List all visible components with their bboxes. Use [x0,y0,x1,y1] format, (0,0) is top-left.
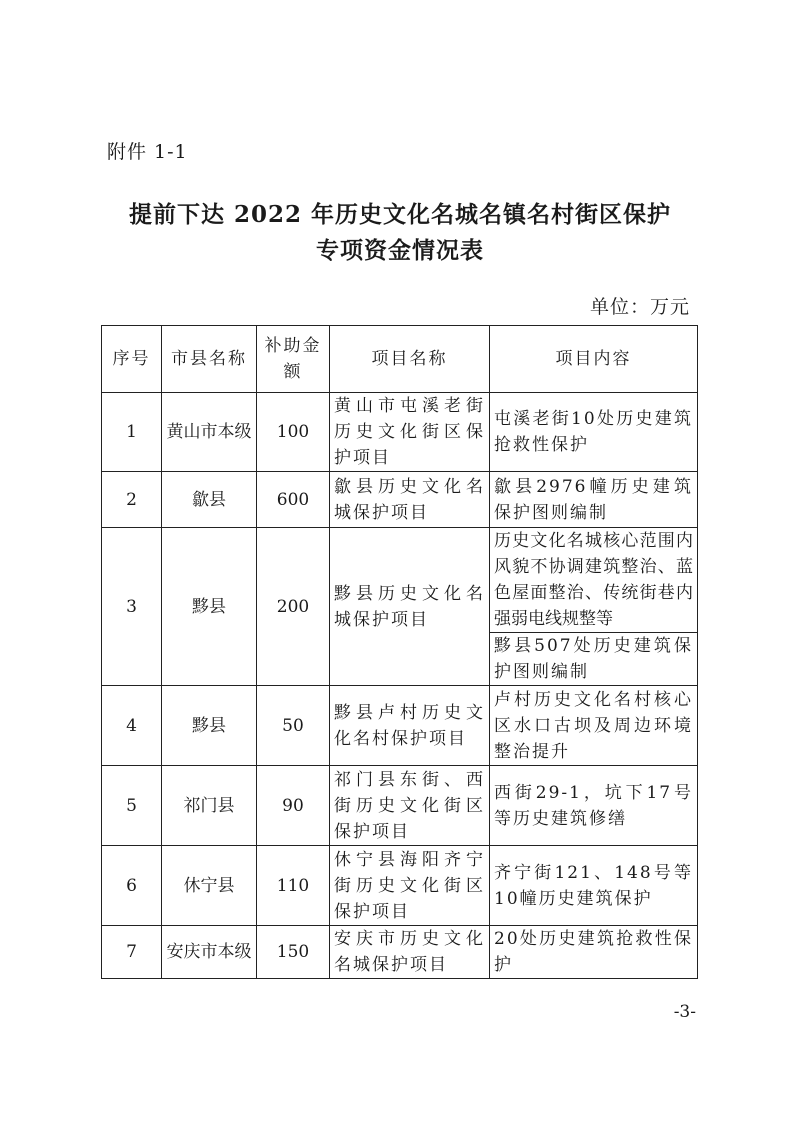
cell-seq: 2 [102,472,162,528]
cell-content: 卢村历史文化名村核心区水口古坝及周边环境整治提升 [490,686,698,766]
cell-seq: 3 [102,528,162,686]
cell-project: 黟县卢村历史文化名村保护项目 [330,686,490,766]
cell-county: 黟县 [162,686,257,766]
cell-amount: 150 [257,926,330,979]
cell-county: 黄山市本级 [162,393,257,472]
document-title-line2: 专项资金情况表 [316,237,484,264]
cell-project: 休宁县海阳齐宁街历史文化街区保护项目 [330,846,490,926]
header-project: 项目名称 [330,326,490,393]
funding-table [101,325,698,979]
cell-amount: 90 [257,766,330,846]
table-row [102,472,698,528]
table-row [102,766,698,846]
cell-project: 黟县历史文化名城保护项目 [330,528,490,686]
unit-label: 单位：万元 [589,296,690,318]
cell-amount: 600 [257,472,330,528]
cell-content: 歙县2976幢历史建筑保护图则编制 [490,472,698,528]
document-title-line1: 提前下达 2022 年历史文化名城名镇名村街区保护 [128,201,672,228]
cell-county: 安庆市本级 [162,926,257,979]
cell-content: 屯溪老街10处历史建筑抢救性保护 [490,393,698,472]
cell-project: 黄山市屯溪老街历史文化街区保护项目 [330,393,490,472]
cell-amount: 110 [257,846,330,926]
table-header-row [102,326,698,393]
cell-seq: 4 [102,686,162,766]
table-body [102,393,698,979]
cell-county: 休宁县 [162,846,257,926]
table-row [102,528,698,633]
cell-seq: 1 [102,393,162,472]
header-amount: 补助金额 [257,326,330,393]
cell-content: 西街29-1，坑下17号等历史建筑修缮 [490,766,698,846]
cell-amount: 200 [257,528,330,686]
attachment-label: 附件 1-1 [107,141,188,163]
cell-seq: 6 [102,846,162,926]
cell-amount: 100 [257,393,330,472]
cell-project: 歙县历史文化名城保护项目 [330,472,490,528]
cell-content: 历史文化名城核心范围内风貌不协调建筑整治、蓝色屋面整治、传统街巷内强弱电线规整等 [490,528,698,633]
table-row [102,846,698,926]
cell-project: 祁门县东街、西街历史文化街区保护项目 [330,766,490,846]
cell-content: 20处历史建筑抢救性保护 [490,926,698,979]
page-number: -3- [673,1002,696,1022]
cell-county: 歙县 [162,472,257,528]
header-county: 市县名称 [162,326,257,393]
table-row [102,686,698,766]
cell-project: 安庆市历史文化名城保护项目 [330,926,490,979]
cell-content: 齐宁街121、148号等10幢历史建筑保护 [490,846,698,926]
table-row [102,393,698,472]
header-content: 项目内容 [490,326,698,393]
cell-seq: 7 [102,926,162,979]
table-row [102,926,698,979]
cell-county: 黟县 [162,528,257,686]
cell-county: 祁门县 [162,766,257,846]
cell-content: 黟县507处历史建筑保护图则编制 [490,633,698,686]
cell-amount: 50 [257,686,330,766]
header-seq: 序号 [102,326,162,393]
cell-seq: 5 [102,766,162,846]
